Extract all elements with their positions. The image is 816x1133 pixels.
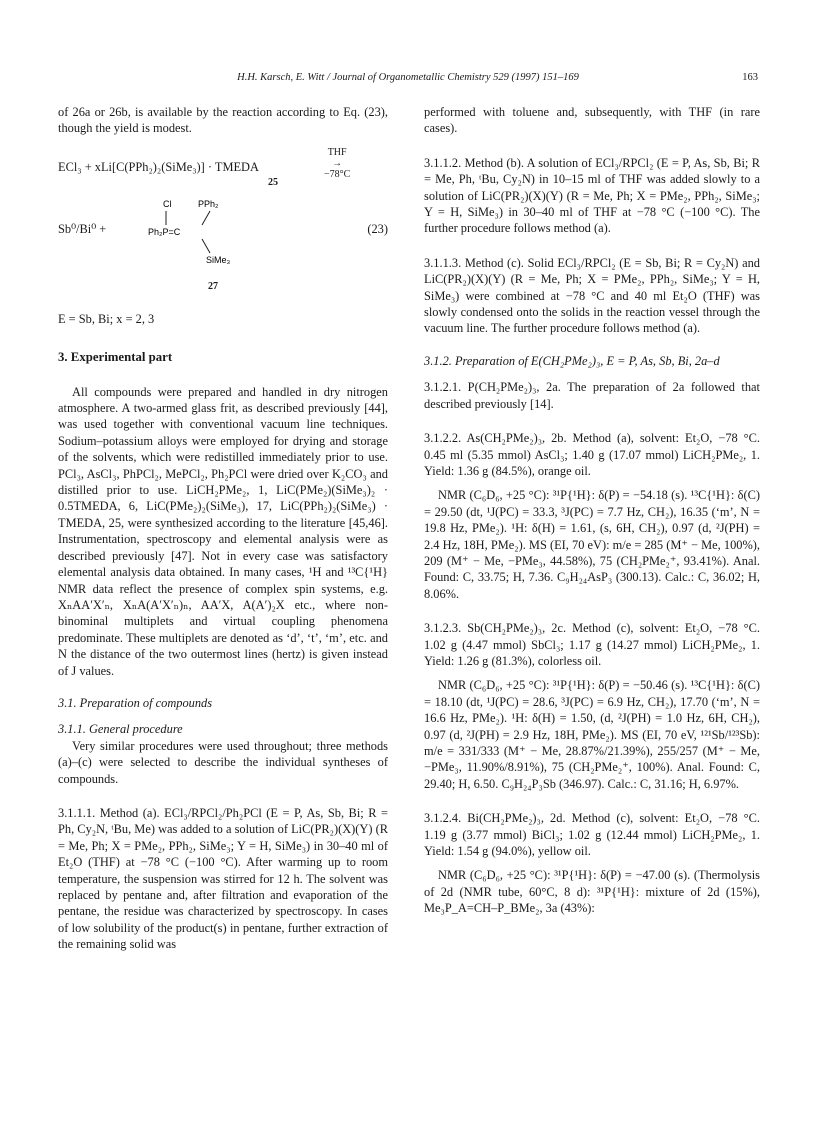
equation-number: (23) xyxy=(367,221,388,236)
struct-sime3: SiMe₃ xyxy=(206,254,231,265)
compound-2c-nmr: NMR (C₆D₆, +25 °C): ³¹P{¹H}: δ(P) = −50.46 (s). ¹³C{¹H}: δ(C) = 18.10 (dt, ¹J(PC) = 28.6, ³J(PC) = 6.9 Hz, CH₂), 17.70 (‘m’, N = 16.6 Hz, PMe₂). ¹H: δ(H) = 1.50, (d, ²J(PH) = 1.0 Hz, 6H, CH₂), 0.97 (d, ²J(PH) = 2.9 Hz, 18H, PMe₂). MS (EI, 70 eV, ¹²¹Sb/¹²³Sb): m/e = 331/333 (M⁺ − Me, 28.87%/21.39%), 255/257 (M⁺ − Me, −PMe₃, 11.90%/8.91%), 75 (CH₂PMe₂⁺, 100%). Anal. Found: C, 29.40; H, 6.50. C₉H₂₄P₃Sb (346.97). Calc.: C, 31.16; H, 6.97%. xyxy=(424,678,760,791)
struct-ph2p: Ph₂P=C xyxy=(148,226,181,237)
page-number: 163 xyxy=(742,72,758,83)
compound-number-27: 27 xyxy=(208,280,218,292)
experimental-paragraph: All compounds were prepared and handled in dry nitrogen atmosphere. A two-armed glass frit, as described previously [44], was used together with conventional vacuum line techniques. Sodium–potassium alloys were employed for drying and storage of the solvents, which were redistilled immediately prior to use. PCl₃, AsCl₃, PhPCl₂, MePCl₂, Ph₂PCl were dried over K₂CO₃ and distilled prior to use. LiCH₂PMe₂, 1, LiC(PMe₂)(SiMe₃)₂ · 0.5TMEDA, 6, LiC(PMe₂)₂(SiMe₃), 17, LiC(PPh₂)₂(SiMe₃) · TMEDA, 25, were synthesized according to the literature [45,46]. Instrumentation, spectroscopy and elemental analysis were as described previously [47]. Not in every case was satisfactory elemental analysis data obtained. In many cases, ¹H and ¹³C{¹H} NMR data reflect the presence of complex spin systems, e.g. XₙAA′X′ₙ, XₙA(A′X′ₙ)ₙ, AA′X, A(A′)₂X etc., where non-binominal multiplets and virtual coupling phenomena predominate. These multiplets are denoted as ‘d’, ‘t’, ‘m’, etc. and N the distance of the two outermost lines (hertz) is given instead of J values. xyxy=(58,384,388,678)
method-b-paragraph: 3.1.1.2. Method (b). A solution of ECl₃/RPCl₂ (E = P, As, Sb, Bi; R = Me, Ph, ᵗBu, Cy₂N) in 10–15 ml of THF was added slowly to a solution of LiC(PR₂)(X)(Y) (R = Me, Ph; X = PMe₂, PPh₂, SiMe₃; Y = H, SiMe₃) in 30–40 ml of THF at −78 °C (−100 °C). The further procedure follows method (a). xyxy=(424,155,760,236)
compound-2d-paragraph: 3.1.2.4. Bi(CH₂PMe₂)₃, 2d. Method (c), solvent: Et₂O, −78 °C. 1.19 g (3.77 mmol) BiCl₃; 1.02 g (12.44 mmol) LiCH₂PMe₂, 1. Yield: 1.54 g (94.0%), yellow oil. xyxy=(424,811,760,859)
method-a-paragraph: 3.1.1.1. Method (a). ECl₃/RPCl₂/Ph₂PCl (E = P, As, Sb, Bi; R = Ph, Cy₂N, ᵗBu, Me) was added to a solution of LiC(PR₂)(X)(Y) (R = Me, Ph; X = PMe₂, PPh₂, SiMe₃; Y = H, SiMe₃) in 30–40 ml of Et₂O (THF) at −78 °C (−100 °C). After warming up to room temperature, the suspension was stirred for 12 h. The solvent was replaced by pentane and, after filtration and evaporation of the pentane, the residue was characterized by spectroscopy. In cases of low solubility of the product(s) in pentane, further extraction of the remaining solid was xyxy=(58,805,388,952)
running-head: H.H. Karsch, E. Witt / Journal of Organometallic Chemistry 529 (1997) 151–169 xyxy=(237,72,579,83)
subsection-3-1: 3.1. Preparation of compounds xyxy=(58,695,213,710)
compound-2b-paragraph: 3.1.2.2. As(CH₂PMe₂)₃, 2b. Method (a), solvent: Et₂O, −78 °C. 0.45 ml (5.35 mmol) AsCl₃; 1.40 g (17.07 mmol) LiCH₂PMe₂, 1. Yield: 1.36 g (84.5%), orange oil. xyxy=(424,431,760,478)
method-c-paragraph: 3.1.1.3. Method (c). Solid ECl₃/RPCl₂ (E = Sb, Bi; R = Cy₂N) and LiC(PR₂)(X)(Y) (R = Me, Ph; X = PMe₂, PPh₂, SiMe₃; Y = H, SiMe₃) were combined at −78 °C and 40 ml Et₂O (THF) was slowly condensed onto the solids in the reaction vessel through the vacuum line. The further procedure follows method (a). xyxy=(424,255,760,336)
struct-cl: Cl xyxy=(163,198,172,209)
compound-2b-nmr: NMR (C₆D₆, +25 °C): ³¹P{¹H}: δ(P) = −54.18 (s). ¹³C{¹H}: δ(C) = 29.50 (dt, ¹J(PC) = 33.3, ³J(PC) = 7.7 Hz, CH₂), 16.35 (‘m’, N = 19.8 Hz, PMe₂). ¹H: δ(H) = 1.61, (s, 6H, CH₂), 0.97 (d, ²J(PH) = 2.4 Hz, 18H, PMe₂). MS (EI, 70 eV): m/e = 285 (M⁺ − Me, 100%), 209 (M⁺ − Me, −PMe₃, 44.58%), 75 (CH₂PMe₂⁺, 93.41%). Anal. Found: C, 33.75; H, 7.36. C₉H₂₄AsP₃ (300.13). Calc.: C, 36.02; H, 8.06%. xyxy=(424,488,760,601)
compound-2a-paragraph: 3.1.2.1. P(CH₂PMe₂)₃, 2a. The preparation of 2a followed that described previously [14]. xyxy=(424,380,760,411)
product-metals: Sb⁰/Bi⁰ + xyxy=(58,221,107,236)
arrow-temperature: −78°C xyxy=(324,168,351,180)
structure-27-drawing xyxy=(148,197,268,277)
compound-2c-paragraph: 3.1.2.3. Sb(CH₂PMe₂)₃, 2c. Method (c), solvent: Et₂O, −78 °C. 1.02 g (4.47 mmol) SbCl₃; 1.17 g (14.27 mmol) LiCH₂PMe₂, 1. Yield: 1.26 g (81.3%), colorless oil. xyxy=(424,621,760,668)
equation-lhs: ECl₃ + xLi[C(PPh₂)₂(SiMe₃)] · TMEDA xyxy=(58,159,259,174)
bond-c-sime3 xyxy=(202,239,210,253)
general-procedure-paragraph: Very similar procedures were used throughout; three methods (a)–(c) were selected to describe the individual syntheses of compounds. xyxy=(58,738,388,786)
reaction-arrow: THF → −78°C xyxy=(324,146,351,180)
bond-c-pph2 xyxy=(202,211,210,225)
equation-23-products xyxy=(58,197,388,293)
compound-number-25: 25 xyxy=(268,176,278,188)
compound-2d-nmr: NMR (C₆D₆, +25 °C): ³¹P{¹H}: δ(P) = −47.00 (s). (Thermolysis of 2d (NMR tube, 60°C, 8 d): ³¹P{¹H}: mixture of 2d (15%), Me₃P_A=CH–P_BMe₂, 3a (43%): xyxy=(424,868,760,916)
struct-pph2: PPh₂ xyxy=(198,198,219,209)
right-column xyxy=(424,104,760,925)
subsection-3-1-1: 3.1.1. General procedure xyxy=(58,722,183,737)
equation-conditions: E = Sb, Bi; x = 2, 3 xyxy=(58,311,155,326)
intro-paragraph: of 26a or 26b, is available by the reaction according to Eq. (23), though the yield is modest. xyxy=(58,105,388,136)
left-column xyxy=(58,104,388,961)
subsection-3-1-2: 3.1.2. Preparation of E(CH₂PMe₂)₃, E = P, As, Sb, Bi, 2a–d xyxy=(424,353,720,368)
section-title: 3. Experimental part xyxy=(58,350,173,365)
arrow-solvent: THF xyxy=(327,146,347,158)
method-a-continued: performed with toluene and, subsequently, with THF (in rare cases). xyxy=(424,105,760,136)
equation-23-line1 xyxy=(58,147,388,187)
